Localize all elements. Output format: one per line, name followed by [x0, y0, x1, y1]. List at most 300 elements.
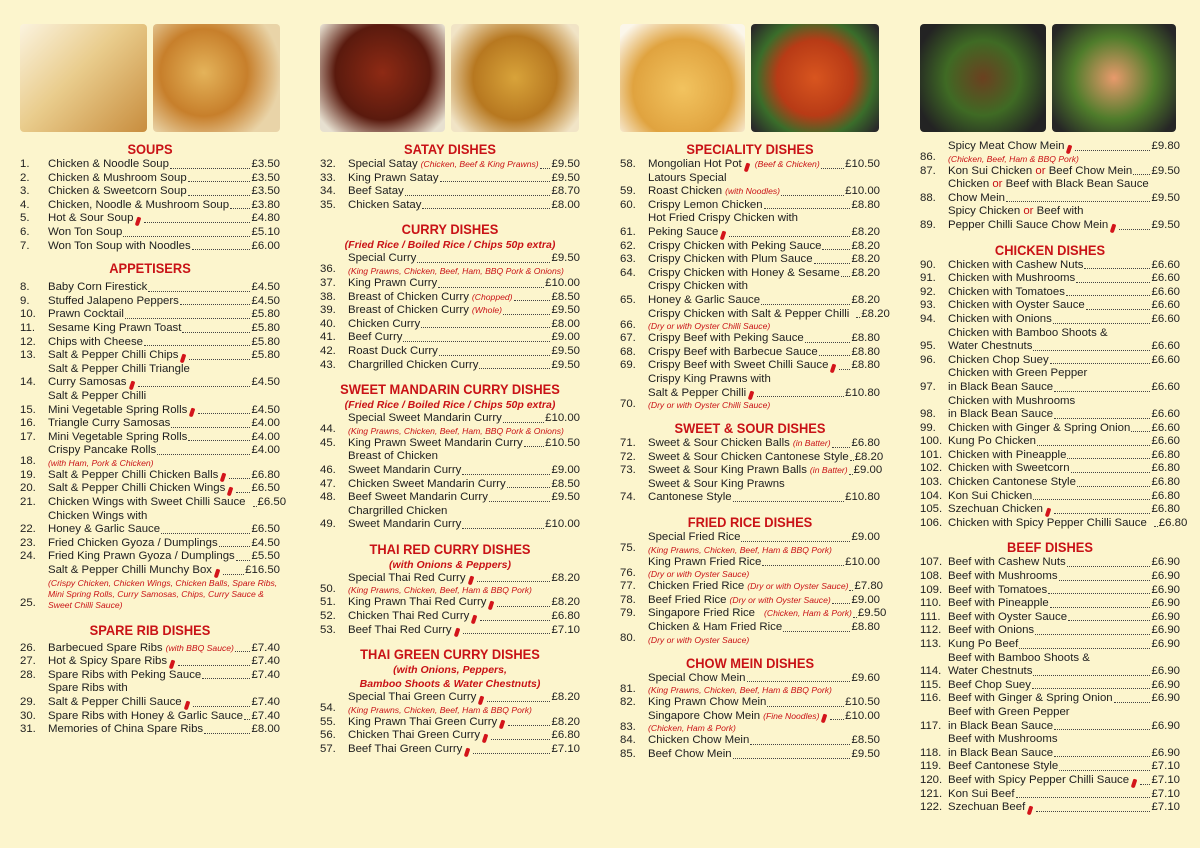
item-number: 20. — [20, 482, 36, 495]
menu-item — [920, 638, 1180, 652]
item-body — [48, 308, 280, 322]
item-price: £6.60 — [1151, 421, 1180, 434]
item-price: £6.60 — [1151, 340, 1180, 353]
menu-item — [20, 669, 280, 683]
chilli-icon — [464, 747, 471, 757]
item-price: £8.20 — [854, 450, 884, 463]
item-name: Chicken Chop Suey — [948, 353, 1049, 366]
item-line — [948, 624, 1180, 638]
item-line — [348, 464, 580, 478]
item-name: Spicy Meat Chow Mein — [948, 140, 1065, 152]
food-photo-spare-ribs — [320, 24, 445, 132]
menu-item — [920, 395, 1180, 422]
leader-dots — [1053, 323, 1151, 324]
photo-strip — [320, 24, 580, 132]
item-line — [948, 449, 1180, 463]
leader-dots — [856, 317, 860, 318]
item-body — [48, 431, 280, 445]
menu-item — [620, 280, 880, 307]
leader-dots — [198, 413, 250, 414]
leader-dots — [440, 181, 551, 182]
item-body — [648, 621, 880, 646]
menu-item — [320, 158, 580, 172]
item-body — [948, 327, 1180, 354]
item-number: 61. — [620, 225, 636, 238]
item-line — [948, 638, 1180, 652]
leader-dots — [193, 706, 251, 707]
item-name: Chicken Satay — [348, 198, 422, 211]
item-name-line1: Chicken with Mushrooms — [948, 394, 1076, 407]
item-price: £3.50 — [251, 158, 280, 170]
item-price: £6.90 — [1151, 597, 1180, 610]
item-name: Beef with Mushrooms — [948, 570, 1058, 583]
item-number: 111. — [920, 610, 941, 623]
menu-item — [920, 692, 1180, 706]
menu-item — [920, 556, 1180, 570]
item-line — [948, 259, 1180, 273]
item-price: £6.80 — [1158, 516, 1188, 529]
item-line — [648, 556, 880, 570]
leader-dots — [503, 422, 544, 423]
item-line — [48, 655, 280, 669]
menu-item — [320, 345, 580, 359]
menu-column-4 — [920, 0, 1188, 815]
photo-strip — [920, 24, 1180, 132]
menu-item — [620, 332, 880, 346]
leader-dots — [761, 304, 850, 305]
item-name: King Prawn Thai Red Curry — [348, 596, 487, 609]
item-number: 25. — [20, 597, 36, 610]
menu-item — [620, 212, 880, 239]
item-line — [948, 272, 1180, 286]
item-name: Chicken & Ham Fried Rice — [648, 621, 783, 634]
menu-item — [20, 655, 280, 669]
menu-item — [20, 723, 280, 737]
chilli-icon — [1066, 144, 1073, 154]
chilli-icon — [169, 659, 176, 669]
item-price: £10.80 — [845, 491, 880, 504]
item-line — [48, 212, 280, 226]
item-name: Beef Thai Green Curry — [348, 743, 463, 756]
menu-item — [920, 597, 1180, 611]
item-body — [648, 240, 880, 254]
item-price: £10.50 — [545, 436, 580, 449]
item-list — [920, 556, 1180, 814]
item-body — [48, 469, 280, 483]
item-note: (Fine Noodles) — [763, 710, 820, 721]
chilli-icon — [1148, 522, 1151, 531]
menu-item — [20, 444, 280, 469]
item-number: 22. — [20, 523, 36, 536]
chilli-icon — [135, 217, 142, 227]
item-line — [948, 192, 1180, 206]
item-price: £4.00 — [251, 417, 280, 430]
item-name: Chicken Sweet Mandarin Curry — [348, 477, 506, 490]
menu-item — [20, 349, 280, 363]
item-line — [648, 594, 880, 608]
item-price: £4.50 — [251, 376, 280, 389]
menu-item — [20, 417, 280, 431]
item-line — [648, 387, 880, 401]
item-body — [948, 774, 1180, 788]
item-number: 45. — [320, 436, 336, 449]
menu-item — [20, 336, 280, 350]
item-price: £8.20 — [851, 293, 880, 306]
item-name: Crispy Chicken with Honey & Sesame — [648, 266, 840, 279]
menu-item — [920, 140, 1180, 165]
item-list — [20, 281, 287, 610]
item-body — [648, 556, 880, 581]
item-line — [948, 665, 1180, 679]
item-name: Kung Po Chicken — [948, 435, 1037, 448]
item-number: 1. — [20, 158, 30, 170]
menu-item — [20, 564, 280, 611]
item-name: Chicken with Cashew Nuts — [948, 258, 1084, 271]
item-line — [948, 408, 1180, 422]
item-name: Special Satay — [348, 158, 418, 170]
item-line — [948, 286, 1180, 300]
menu-item — [20, 172, 280, 186]
item-number: 70. — [620, 397, 636, 410]
menu-item — [620, 158, 880, 172]
item-price: £7.10 — [1151, 801, 1180, 814]
item-name: Sweet & Sour Chicken Balls — [648, 437, 790, 450]
item-number: 117. — [920, 719, 942, 732]
leader-dots — [236, 492, 250, 493]
item-price: £8.20 — [551, 691, 580, 704]
item-number: 44. — [320, 423, 336, 436]
menu-item — [20, 199, 280, 213]
menu-item — [320, 505, 580, 532]
item-name: Water Chestnuts — [948, 665, 1033, 678]
leader-dots — [747, 681, 851, 682]
item-price: £9.50 — [551, 491, 580, 504]
menu-item — [320, 252, 580, 277]
menu-item — [620, 556, 880, 581]
item-number: 48. — [320, 491, 336, 504]
item-name: Salt & Pepper Chilli Chicken Balls — [48, 468, 219, 481]
item-number: 81. — [620, 682, 636, 695]
item-body — [948, 692, 1180, 706]
item-list — [620, 672, 880, 762]
item-body — [48, 172, 280, 186]
item-name-line1: Breast of Chicken — [348, 450, 438, 463]
menu-item — [320, 172, 580, 186]
item-price: £8.80 — [851, 621, 880, 634]
item-price: £6.90 — [1151, 610, 1180, 623]
leader-dots — [219, 546, 251, 547]
item-name: Crispy Beef with Peking Sauce — [648, 332, 804, 345]
item-line — [48, 226, 280, 240]
item-number: 94. — [920, 312, 936, 325]
item-body — [348, 345, 580, 359]
item-note: (King Prawns, Chicken, Beef, Ham, BBQ Pork & Onions) — [348, 425, 564, 436]
menu-item — [320, 478, 580, 492]
item-name: Chicken with Spicy Pepper Chilli Sauce — [948, 516, 1147, 529]
item-name: Barbecued Spare Ribs — [48, 641, 163, 654]
leader-dots — [244, 719, 250, 720]
item-name: Mini Vegetable Spring Rolls — [48, 403, 188, 416]
item-line — [648, 240, 880, 254]
item-body — [948, 449, 1180, 463]
item-line — [948, 774, 1180, 788]
item-line — [648, 464, 883, 478]
item-body — [48, 669, 280, 683]
item-line — [48, 496, 287, 510]
item-number: 112. — [920, 624, 942, 637]
item-name: Special Thai Red Curry — [348, 571, 466, 584]
leader-dots — [480, 620, 550, 621]
item-number: 110. — [920, 597, 942, 610]
item-line — [648, 267, 880, 281]
menu-item — [20, 390, 280, 417]
item-number: 50. — [320, 582, 336, 595]
food-photo-spring-rolls — [153, 24, 280, 132]
menu-item — [620, 594, 880, 608]
leader-dots — [1119, 229, 1150, 230]
item-body — [348, 596, 580, 610]
item-number: 91. — [920, 272, 936, 285]
item-body — [48, 185, 280, 199]
menu-item — [620, 464, 883, 478]
item-price: £6.80 — [1151, 503, 1180, 516]
item-line — [348, 572, 580, 586]
item-line — [48, 158, 280, 172]
item-line — [648, 185, 880, 199]
item-price: £8.20 — [551, 715, 580, 728]
item-name-line1: Beef with Bamboo Shoots & — [948, 651, 1090, 664]
item-note: (Dry or with Oyster Sauce) — [729, 594, 831, 605]
section-title: CHICKEN DISHES — [994, 241, 1106, 258]
menu-item — [920, 516, 1188, 531]
chilli-icon — [128, 381, 135, 391]
item-line — [48, 295, 280, 309]
item-number: 69. — [620, 359, 636, 372]
leader-dots — [235, 651, 251, 652]
item-number: 47. — [320, 477, 336, 490]
leader-dots — [729, 236, 850, 237]
item-note: (King Prawns, Chicken, Beef, Ham & BBQ Pork) — [648, 685, 832, 696]
item-body — [948, 354, 1180, 368]
leader-dots — [819, 355, 851, 356]
item-note: (with BBQ Sauce) — [165, 642, 234, 653]
menu-item — [920, 801, 1180, 815]
item-price: £6.90 — [1151, 719, 1180, 732]
item-body — [348, 610, 580, 624]
item-name: Mini Vegetable Spring Rolls — [48, 430, 188, 443]
menu-item — [320, 318, 580, 332]
section-title: SATAY DISHES — [404, 141, 496, 157]
menu-item — [620, 478, 880, 505]
leader-dots — [439, 355, 551, 356]
item-price: £5.50 — [251, 550, 280, 563]
item-number: 54. — [320, 702, 336, 715]
leader-dots — [188, 181, 251, 182]
leader-dots — [1068, 620, 1150, 621]
leader-dots — [438, 287, 544, 288]
food-photo-curry — [451, 24, 579, 132]
item-number: 77. — [620, 580, 636, 593]
item-price: £8.70 — [551, 185, 580, 198]
item-price: £7.40 — [251, 696, 280, 708]
menu-item — [320, 331, 580, 345]
chilli-icon — [471, 614, 478, 624]
item-line — [648, 710, 880, 724]
item-body — [948, 272, 1180, 286]
item-name: Beef Curry — [348, 331, 403, 344]
item-name: Beef Chop Suey — [948, 678, 1031, 691]
item-line — [48, 199, 280, 213]
item-price: £9.00 — [551, 463, 580, 476]
item-line — [348, 359, 580, 373]
item-number: 104. — [920, 489, 943, 502]
leader-dots — [750, 744, 850, 745]
item-price: £9.80 — [1151, 140, 1180, 152]
item-body — [348, 291, 580, 305]
item-body — [948, 367, 1180, 394]
item-name: Triangle Curry Samosas — [48, 417, 171, 430]
item-price: £7.40 — [251, 641, 280, 654]
item-price: £7.40 — [251, 668, 280, 681]
item-line — [648, 226, 880, 240]
item-number: 92. — [920, 285, 936, 298]
item-number: 15. — [20, 403, 36, 416]
leader-dots — [839, 369, 850, 370]
item-name: Beef with Cashew Nuts — [948, 556, 1066, 569]
item-body — [348, 572, 580, 597]
leader-dots — [202, 678, 250, 679]
item-body — [348, 450, 580, 477]
item-name: Chicken Chow Mein — [648, 734, 750, 747]
item-price: £9.50 — [857, 607, 887, 620]
item-number: 33. — [320, 171, 336, 184]
item-name: Salt & Pepper Chilli Munchy Box — [48, 564, 212, 577]
menu-item — [620, 240, 880, 254]
item-number: 9. — [20, 294, 30, 307]
item-number: 27. — [20, 655, 36, 668]
item-number: 71. — [620, 437, 636, 450]
menu-item — [320, 610, 580, 624]
item-line — [948, 611, 1180, 625]
item-price: £6.80 — [551, 610, 580, 623]
item-name-line1: Salt & Pepper Chilli Triangle — [48, 362, 190, 375]
menu-item — [920, 178, 1180, 205]
item-name: Breast of Chicken Curry — [348, 304, 469, 317]
item-line — [648, 199, 880, 213]
menu-item — [920, 313, 1180, 327]
item-body — [948, 435, 1180, 449]
leader-dots — [230, 208, 250, 209]
item-price: £6.50 — [251, 523, 280, 536]
menu-item — [920, 449, 1180, 463]
item-name: Hot & Spicy Spare Ribs — [48, 655, 168, 668]
menu-item — [20, 510, 280, 537]
item-number: 80. — [620, 632, 636, 645]
menu-item — [920, 652, 1180, 679]
item-number: 122. — [920, 801, 943, 814]
section-title: SWEET & SOUR DISHES — [674, 420, 826, 437]
item-number: 107. — [920, 556, 943, 569]
item-body — [648, 253, 880, 267]
item-name: Sweet Mandarin Curry — [348, 463, 462, 476]
item-body — [948, 584, 1180, 598]
menu-item — [920, 205, 1180, 232]
menu-item — [320, 491, 580, 505]
item-price: £3.50 — [251, 171, 280, 184]
item-number: 55. — [320, 715, 336, 728]
item-name: Hot & Sour Soup — [48, 212, 134, 225]
item-number: 106. — [920, 516, 943, 529]
chilli-icon — [757, 612, 760, 621]
item-price: £6.90 — [1151, 638, 1180, 650]
item-line — [48, 550, 280, 564]
item-number: 21. — [20, 496, 36, 509]
leader-dots — [1077, 486, 1151, 487]
menu-item — [20, 281, 280, 295]
item-body — [348, 491, 580, 505]
item-price: £8.50 — [551, 290, 580, 303]
menu-column-2 — [320, 0, 580, 757]
item-name: Crispy Chicken with Salt & Pepper Chilli — [648, 307, 850, 320]
item-line — [48, 281, 280, 295]
item-line — [48, 172, 280, 186]
menu-item — [20, 482, 280, 496]
item-line — [648, 359, 880, 373]
item-line — [48, 336, 280, 350]
leader-dots — [157, 454, 250, 455]
item-name: Curry Samosas — [48, 376, 127, 389]
item-name: Chicken with Tomatoes — [948, 285, 1065, 298]
item-number: 52. — [320, 610, 336, 623]
item-number: 23. — [20, 536, 36, 549]
item-body — [48, 390, 280, 417]
item-price: £6.90 — [1151, 556, 1180, 569]
item-line — [948, 692, 1180, 706]
item-price: £10.00 — [545, 276, 580, 289]
menu-item — [920, 503, 1180, 517]
item-name: Sweet Mandarin Curry — [348, 518, 462, 531]
or-word: or — [1023, 205, 1034, 218]
item-body — [348, 743, 580, 757]
item-name: Chicken Thai Red Curry — [348, 610, 470, 623]
item-line — [648, 307, 890, 322]
item-name: Beef Fried Rice — [648, 593, 727, 606]
item-number: 46. — [320, 463, 336, 476]
item-body — [648, 607, 887, 621]
item-name-line1: Crispy King Prawns with — [648, 372, 771, 385]
item-line — [348, 518, 580, 532]
chilli-icon — [851, 312, 854, 321]
item-number: 28. — [20, 668, 36, 681]
item-body — [648, 580, 883, 594]
leader-dots — [841, 276, 851, 277]
item-number: 63. — [620, 253, 636, 266]
section-title: SPARE RIB DISHES — [89, 621, 211, 638]
item-name: Chicken with Onions — [948, 312, 1052, 325]
item-name: Szechuan Chicken — [948, 503, 1043, 516]
menu-item — [20, 642, 280, 656]
item-number: 39. — [320, 304, 336, 317]
item-name: Mongolian Hot Pot — [648, 158, 742, 170]
item-line — [48, 696, 280, 710]
or-word: or — [992, 178, 1003, 191]
item-number: 2. — [20, 171, 30, 184]
menu-item — [920, 624, 1180, 638]
leader-dots — [524, 446, 544, 447]
item-price: £6.80 — [551, 729, 580, 742]
menu-item — [20, 363, 280, 390]
item-line — [348, 716, 580, 730]
